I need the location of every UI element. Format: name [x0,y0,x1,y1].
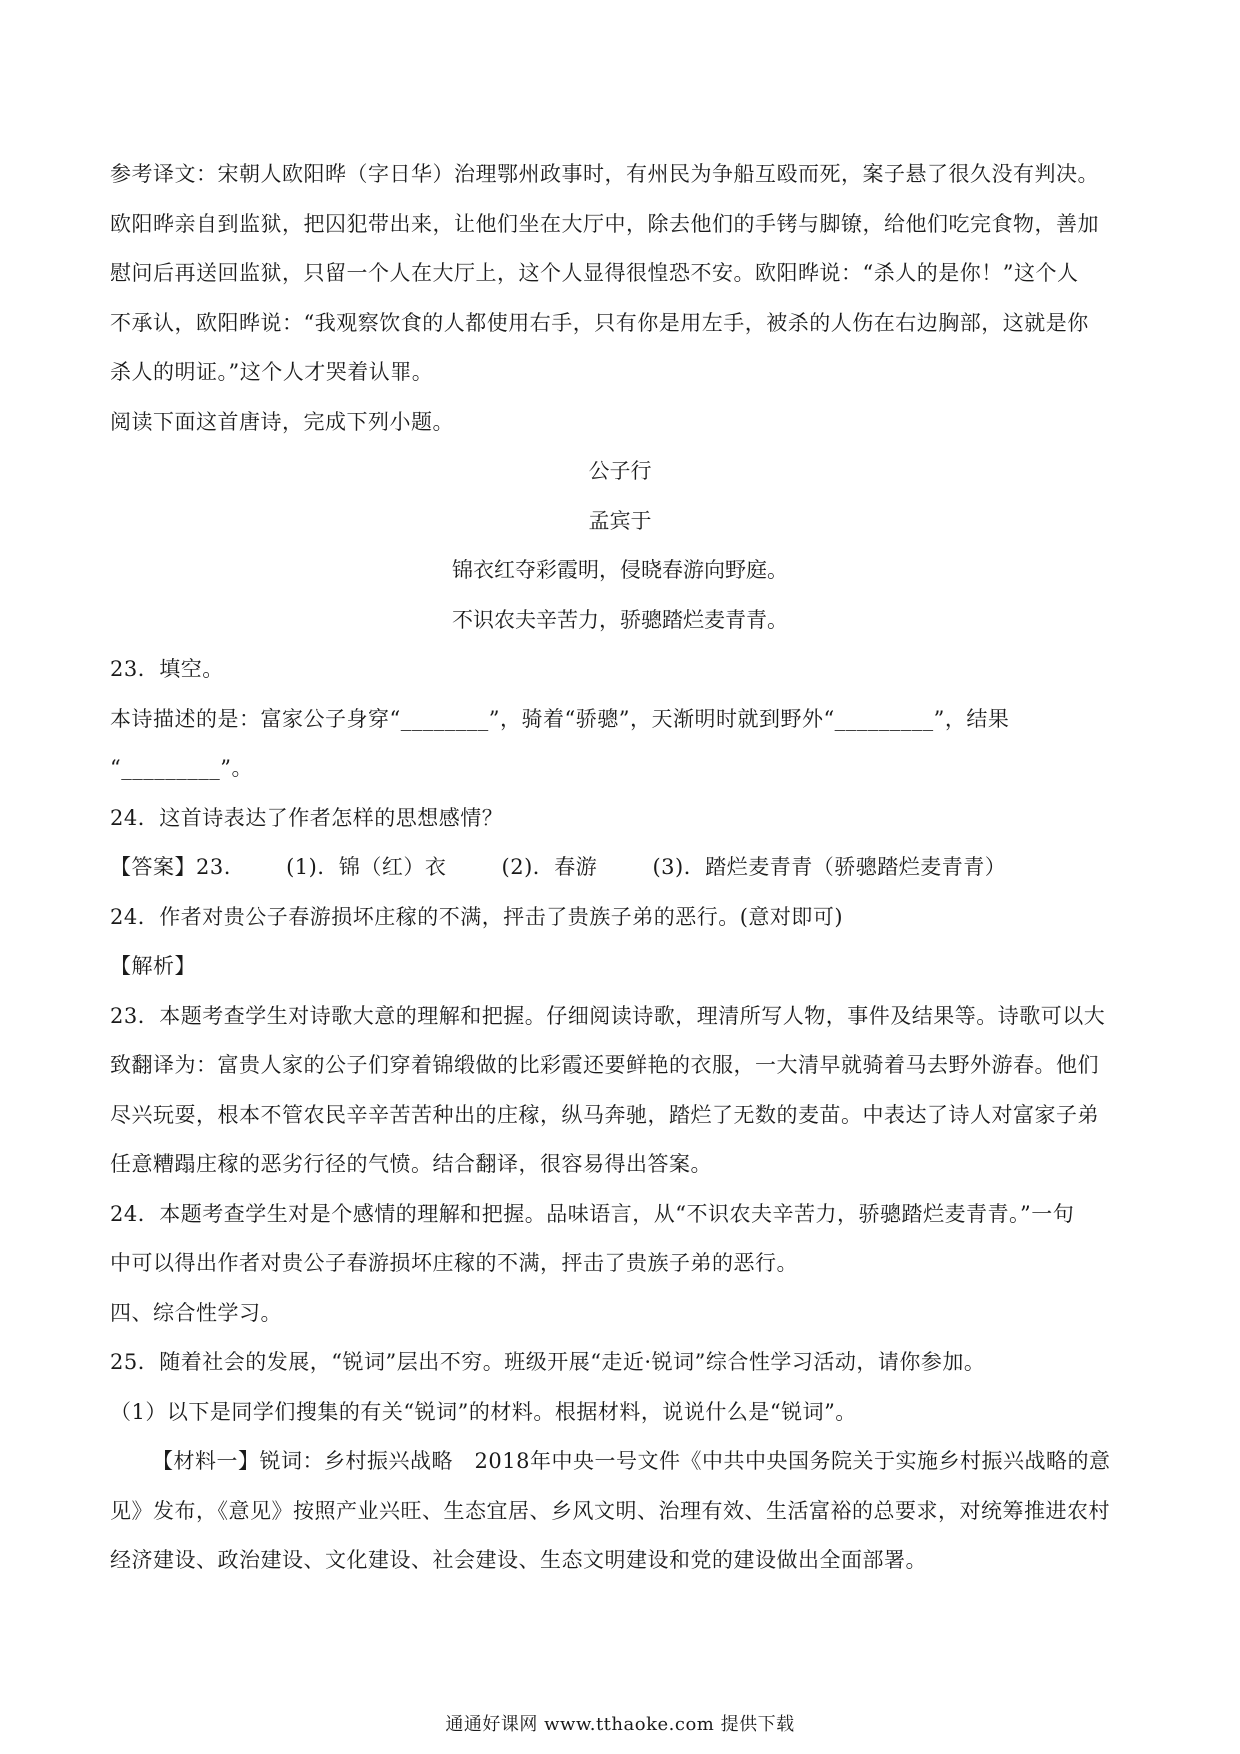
answer-item: (3)．踏烂麦青青（骄骢踏烂麦青青） [652,855,1007,879]
answer-row [110,843,1130,893]
material-line: 见》发布，《意见》按照产业兴旺、生态宜居、乡风文明、治理有效、生活富裕的总要求，对统筹推进农村 [110,1498,1110,1523]
answer-prefix: 【答案】23. [110,855,231,879]
answer-24: 24．作者对贵公子春游损坏庄稼的不满，抨击了贵族子弟的恶行。(意对即可) [110,904,844,929]
question-25: 25．随着社会的发展，“锐词”层出不穷。班级开展“走近·锐词”综合性学习活动，请你参加。 [110,1350,986,1374]
translation-line: 杀人的明证。”这个人才哭着认罪。 [110,360,434,384]
section-heading: 四、综合性学习。 [110,1300,282,1325]
answer-item: (1)．锦（红）衣 [286,855,447,879]
analysis-line: 23．本题考查学生对诗歌大意的理解和把握。仔细阅读诗歌，理清所写人物，事件及结果等。诗歌可以大 [110,1003,1106,1028]
question-23-text: “_________”。 [110,756,253,780]
question-25-1: （1）以下是同学们搜集的有关“锐词”的材料。根据材料，说说什么是“锐词”。 [110,1399,857,1424]
material-line: 经济建设、政治建设、文化建设、社会建设、生态文明建设和党的建设做出全面部署。 [110,1548,927,1572]
page-footer: 通通好课网 www.tthaoke.com 提供下载 [445,1714,795,1735]
question-24-label: 24．这首诗表达了作者怎样的思想感情？ [110,805,504,830]
analysis-line: 致翻译为：富贵人家的公子们穿着锦缎做的比彩霞还要鲜艳的衣服，一大清早就骑着马去野外游春。他们 [110,1053,1099,1077]
poem-author: 孟宾于 [588,508,652,533]
poem-intro: 阅读下面这首唐诗，完成下列小题。 [110,409,454,434]
poem-line: 不识农夫辛苦力，骄骢踏烂麦青青。 [452,607,788,632]
material-line: 【材料一】锐词：乡村振兴战略 2018年中央一号文件《中共中央国务院关于实施乡村振兴战略的意 [152,1449,1111,1473]
analysis-line: 任意糟蹋庄稼的恶劣行径的气愤。结合翻译，很容易得出答案。 [110,1152,712,1176]
answer-item: (2)．春游 [501,855,598,879]
poem-title: 公子行 [588,459,652,483]
translation-line: 参考译文：宋朝人欧阳晔（字日华）治理鄂州政事时，有州民为争船互殴而死，案子悬了很久没有判决。 [110,162,1099,186]
question-23-text: 本诗描述的是：富家公子身穿“________”，骑着“骄骢”，天渐明时就到野外“_________”，结果 [110,706,1010,731]
analysis-label: 【解析】 [110,954,196,978]
translation-line: 慰问后再送回监狱，只留一个人在大厅上，这个人显得很惶恐不安。欧阳晔说：“杀人的是你！”这个人 [110,261,1079,285]
translation-line: 不承认，欧阳晔说：“我观察饮食的人都使用右手，只有你是用左手，被杀的人伤在右边胸部，这就是你 [110,310,1089,335]
page-content [110,150,1130,1586]
poem-line: 锦衣红夺彩霞明，侵晓春游向野庭。 [452,558,788,582]
translation-line: 欧阳晔亲自到监狱，把囚犯带出来，让他们坐在大厅中，除去他们的手铐与脚镣，给他们吃完食物，善加 [110,211,1099,236]
analysis-line: 24．本题考查学生对是个感情的理解和把握。品味语言，从“不识农夫辛苦力，骄骢踏烂麦青青。”一句 [110,1201,1075,1226]
analysis-line: 尽兴玩耍，根本不管农民辛辛苦苦种出的庄稼，纵马奔驰，踏烂了无数的麦苗。中表达了诗人对富家子弟 [110,1102,1099,1127]
analysis-line: 中可以得出作者对贵公子春游损坏庄稼的不满，抨击了贵族子弟的恶行。 [110,1251,798,1275]
question-23-label: 23．填空。 [110,657,224,681]
